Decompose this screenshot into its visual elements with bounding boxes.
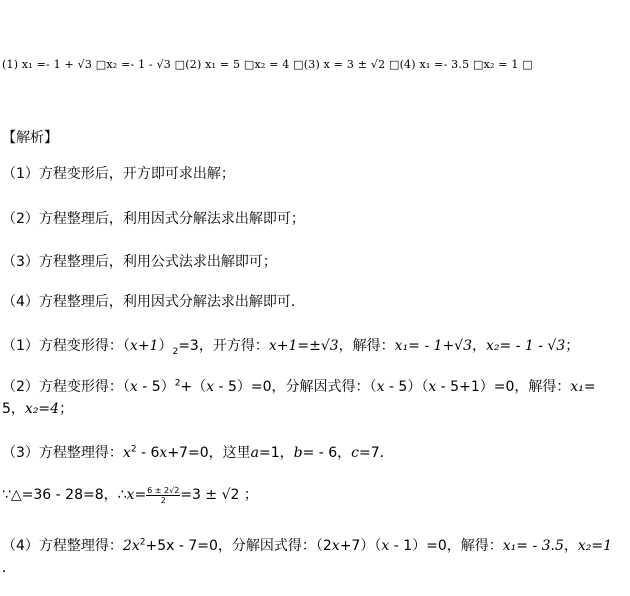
- sol4-text-f: +7）（: [339, 538, 382, 554]
- sol3b-equals: =: [134, 487, 147, 503]
- solution-3: [2, 442, 394, 462]
- solution-1: [2, 335, 579, 357]
- sol2-var-1: x: [129, 379, 138, 395]
- sol4-term: 2x: [122, 538, 140, 554]
- sol3-text-l: =7．: [359, 445, 394, 461]
- sol1-expr: x+1: [129, 338, 159, 354]
- sol3-text-d: - 6: [136, 445, 160, 461]
- answer-line: (1) x₁ =- 1 + √3 □x₂ =- 1 - √3 □(2) x₁ = 5 □x₂ = 4 □(3) x = 3 ± √2 □(4) x₁ =- 3.5 □x₂ = 1 □: [2, 58, 533, 71]
- sol3-text-h: =1，: [258, 445, 294, 461]
- sol4-text-a: （4）方程整理得：: [2, 538, 123, 554]
- sol3-text-f: +7=0，这里: [167, 445, 251, 461]
- sol4-root-1: x₁= - 3.5: [502, 538, 564, 554]
- sol1-root-2: x₂= - 1 - √3: [486, 338, 566, 354]
- sol3-exponent: 2: [130, 444, 137, 455]
- hint-4: （4）方程整理后，利用因式分解法求出解即可．: [2, 294, 305, 310]
- sol1-text-a: （1）方程变形得：（: [2, 338, 130, 354]
- solution-3-discriminant: [2, 484, 258, 505]
- sol4-text-d: +5x - 7=0，分解因式得：（2: [145, 538, 332, 554]
- sol1-text-k: ；: [565, 338, 580, 354]
- analysis-heading: 【解析】: [2, 130, 58, 146]
- sol2-root-2: x₂=4: [24, 401, 60, 417]
- sol4-text-h: - 1）=0，解得：: [389, 538, 503, 554]
- sol4-var-1: x: [331, 538, 340, 554]
- hint-3: （3）方程整理后，利用公式法求出解即可；: [2, 254, 277, 270]
- sol2-text-i: - 5）（: [384, 379, 429, 395]
- sol2-var-3: x: [376, 379, 385, 395]
- sol1-exponent: 2: [172, 346, 179, 357]
- sol1-text-e: =3，开方得：: [178, 338, 269, 354]
- fraction-numerator: 6 ± 2√2: [147, 485, 180, 495]
- sol2-text-g: - 5）=0，分解因式得：（: [214, 379, 377, 395]
- hint-2: （2）方程整理后，利用因式分解法求出解即可；: [2, 211, 305, 227]
- sol2-root-1-label: x₁=: [570, 379, 596, 395]
- hint-1: （1）方程变形后，开方即可求出解；: [2, 166, 235, 182]
- sol3-var-x2: x: [159, 445, 168, 461]
- sol3-text-a: （3）方程整理得：: [2, 445, 123, 461]
- sol4-text-j: ，: [563, 538, 578, 554]
- sol2-text-c: - 5）: [137, 379, 175, 395]
- solution-4: [2, 535, 612, 555]
- solution-2-line-1: [2, 376, 596, 396]
- sol2-text-e: +（: [180, 379, 207, 395]
- sol2-text-k: - 5+1）=0，解得：: [436, 379, 571, 395]
- sol2-var-4: x: [428, 379, 437, 395]
- sol3-var-x: x: [122, 445, 131, 461]
- sol3-coef-c: c: [351, 445, 360, 461]
- quadratic-fraction: [146, 486, 180, 505]
- sol1-sqrt-eq: x+1=±√3: [268, 338, 339, 354]
- sol2-text-m: 5，: [2, 401, 25, 417]
- sol1-text-i: ，: [472, 338, 487, 354]
- sol3-coef-b: b: [293, 445, 303, 461]
- sol3-text-j: = - 6，: [302, 445, 352, 461]
- sol4-exponent: 2: [139, 537, 146, 548]
- solution-2-line-2: [2, 398, 73, 418]
- sol2-text-o: ；: [59, 401, 74, 417]
- sol3b-var-x: x: [126, 487, 135, 503]
- sol2-var-2: x: [206, 379, 215, 395]
- sol1-text-c: ）: [158, 338, 173, 354]
- sol2-exponent: 2: [174, 378, 181, 389]
- sol3-coef-a: a: [250, 445, 259, 461]
- fraction-denominator: 2: [160, 495, 166, 505]
- sol4-root-2: x₂=1: [577, 538, 613, 554]
- sol1-text-g: ，解得：: [338, 338, 395, 354]
- sol1-root-1: x₁= - 1+√3: [394, 338, 473, 354]
- sol3b-text-d: =3 ± √2 ；: [180, 487, 258, 503]
- sol3b-text-a: ∵△=36 - 28=8，∴: [2, 487, 127, 503]
- sol2-text-a: （2）方程变形得：（: [2, 379, 130, 395]
- sol4-var-2: x: [381, 538, 390, 554]
- solution-4-end: ．: [2, 560, 16, 576]
